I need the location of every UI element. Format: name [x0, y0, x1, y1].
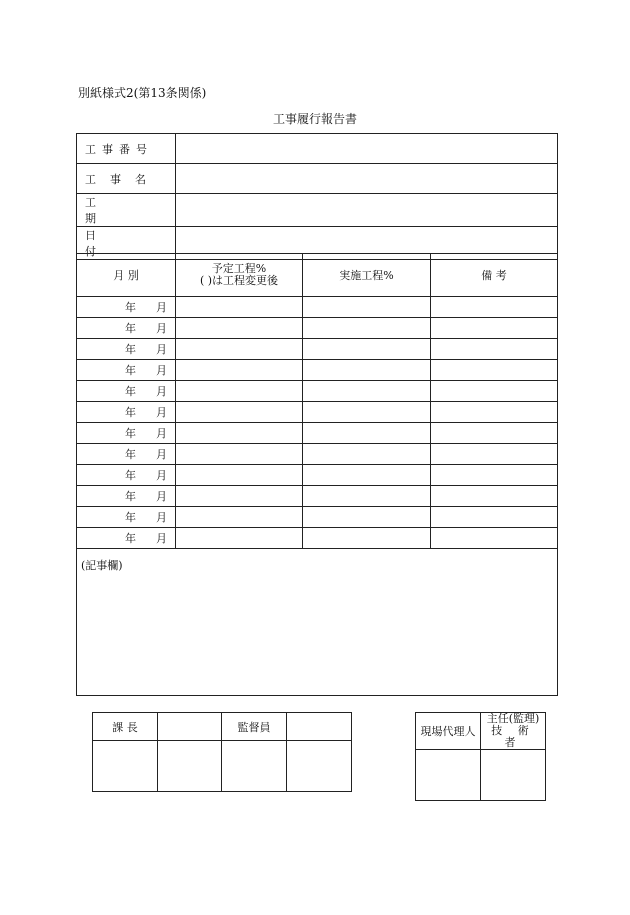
progress-header-row — [77, 254, 558, 297]
progress-actual-cell[interactable] — [303, 381, 431, 402]
progress-actual-cell[interactable] — [303, 402, 431, 423]
progress-planned-cell[interactable] — [176, 360, 303, 381]
year-label: 年 — [125, 322, 136, 335]
progress-row — [77, 507, 558, 528]
progress-planned-cell[interactable] — [176, 318, 303, 339]
progress-row — [77, 381, 558, 402]
month-label: 月 — [156, 469, 167, 482]
progress-actual-cell[interactable] — [303, 339, 431, 360]
month-label: 月 — [156, 385, 167, 398]
header-month: 月 別 — [77, 254, 176, 297]
section-chief-label: 課 長 — [93, 713, 158, 741]
approval-seal-1[interactable] — [93, 741, 158, 792]
field-label-work-name: 工事名 — [77, 164, 176, 194]
progress-remarks-cell[interactable] — [431, 402, 558, 423]
progress-planned-cell[interactable] — [176, 297, 303, 318]
field-label-period: 工期 — [77, 194, 176, 227]
progress-month-cell[interactable] — [77, 444, 176, 465]
progress-planned-cell[interactable] — [176, 507, 303, 528]
progress-row — [77, 423, 558, 444]
progress-actual-cell[interactable] — [303, 360, 431, 381]
progress-planned-cell[interactable] — [176, 423, 303, 444]
progress-remarks-cell[interactable] — [431, 507, 558, 528]
progress-actual-cell[interactable] — [303, 528, 431, 549]
progress-planned-cell[interactable] — [176, 486, 303, 507]
header-actual: 実施工程% — [303, 254, 431, 297]
header-planned — [176, 254, 303, 297]
year-label: 年 — [125, 490, 136, 503]
month-label: 月 — [156, 364, 167, 377]
year-label: 年 — [125, 385, 136, 398]
notes-area[interactable] — [77, 549, 558, 696]
year-label: 年 — [125, 364, 136, 377]
field-row-period — [77, 194, 558, 227]
document-title: 工事履行報告書 — [272, 112, 357, 126]
section-chief-seal[interactable] — [158, 713, 222, 741]
report-table — [76, 133, 558, 260]
progress-row — [77, 339, 558, 360]
progress-month-cell[interactable] — [77, 423, 176, 444]
progress-row — [77, 486, 558, 507]
progress-table — [76, 253, 558, 696]
approval-seal-4[interactable] — [287, 741, 352, 792]
field-row-work-name — [77, 164, 558, 194]
progress-actual-cell[interactable] — [303, 318, 431, 339]
field-value-period[interactable] — [176, 194, 558, 227]
month-label: 月 — [156, 406, 167, 419]
notes-row — [77, 549, 558, 696]
progress-row — [77, 465, 558, 486]
field-label-date: 日付 — [77, 227, 176, 260]
chief-engineer-label — [481, 713, 546, 750]
chief-engineer-line2: 技 術 者 — [491, 724, 535, 749]
progress-row — [77, 402, 558, 423]
progress-actual-cell[interactable] — [303, 486, 431, 507]
site-agent-seal[interactable] — [416, 750, 481, 801]
progress-month-cell[interactable] — [77, 381, 176, 402]
progress-month-cell[interactable] — [77, 402, 176, 423]
progress-month-cell[interactable] — [77, 360, 176, 381]
header-remarks: 備 考 — [431, 254, 558, 297]
month-label: 月 — [156, 427, 167, 440]
month-label: 月 — [156, 511, 167, 524]
progress-row — [77, 360, 558, 381]
form-reference: 別紙様式2(第13条関係) — [78, 86, 207, 100]
progress-month-cell[interactable] — [77, 297, 176, 318]
field-row-work-number — [77, 134, 558, 164]
progress-month-cell[interactable] — [77, 507, 176, 528]
field-label-work-number: 工事番号 — [77, 134, 176, 164]
site-agent-label: 現場代理人 — [416, 713, 481, 750]
progress-remarks-cell[interactable] — [431, 318, 558, 339]
year-label: 年 — [125, 511, 136, 524]
progress-planned-cell[interactable] — [176, 444, 303, 465]
progress-remarks-cell[interactable] — [431, 297, 558, 318]
progress-month-cell[interactable] — [77, 528, 176, 549]
approval-seal-2[interactable] — [158, 741, 222, 792]
field-value-work-number[interactable] — [176, 134, 558, 164]
progress-row — [77, 444, 558, 465]
progress-planned-cell[interactable] — [176, 339, 303, 360]
progress-actual-cell[interactable] — [303, 297, 431, 318]
year-label: 年 — [125, 448, 136, 461]
progress-row — [77, 318, 558, 339]
field-value-work-name[interactable] — [176, 164, 558, 194]
approval-seal-3[interactable] — [222, 741, 287, 792]
progress-remarks-cell[interactable] — [431, 444, 558, 465]
progress-row — [77, 297, 558, 318]
progress-remarks-cell[interactable] — [431, 486, 558, 507]
year-label: 年 — [125, 532, 136, 545]
progress-remarks-cell[interactable] — [431, 339, 558, 360]
progress-remarks-cell[interactable] — [431, 528, 558, 549]
progress-month-cell[interactable] — [77, 486, 176, 507]
progress-planned-cell[interactable] — [176, 402, 303, 423]
month-label: 月 — [156, 490, 167, 503]
progress-planned-cell[interactable] — [176, 465, 303, 486]
progress-actual-cell[interactable] — [303, 423, 431, 444]
month-label: 月 — [156, 343, 167, 356]
progress-month-cell[interactable] — [77, 318, 176, 339]
progress-month-cell[interactable] — [77, 465, 176, 486]
year-label: 年 — [125, 343, 136, 356]
month-label: 月 — [156, 301, 167, 314]
chief-engineer-seal[interactable] — [481, 750, 546, 801]
year-label: 年 — [125, 427, 136, 440]
year-label: 年 — [125, 301, 136, 314]
supervisor-seal[interactable] — [287, 713, 352, 741]
supervisor-label: 監督員 — [222, 713, 287, 741]
month-label: 月 — [156, 322, 167, 335]
agent-table — [415, 712, 546, 801]
month-label: 月 — [156, 448, 167, 461]
progress-remarks-cell[interactable] — [431, 465, 558, 486]
header-planned-line2: ( )は工程変更後 — [199, 274, 279, 287]
approval-table — [92, 712, 352, 792]
progress-planned-cell[interactable] — [176, 528, 303, 549]
progress-remarks-cell[interactable] — [431, 381, 558, 402]
progress-actual-cell[interactable] — [303, 465, 431, 486]
progress-row — [77, 528, 558, 549]
notes-label: (記事欄) — [81, 559, 123, 572]
year-label: 年 — [125, 406, 136, 419]
progress-remarks-cell[interactable] — [431, 423, 558, 444]
progress-actual-cell[interactable] — [303, 507, 431, 528]
month-label: 月 — [156, 532, 167, 545]
chief-engineer-line1: 主任(監理) — [486, 712, 540, 725]
header-planned-line1: 予定工程% — [211, 262, 267, 275]
progress-actual-cell[interactable] — [303, 444, 431, 465]
progress-planned-cell[interactable] — [176, 381, 303, 402]
progress-remarks-cell[interactable] — [431, 360, 558, 381]
year-label: 年 — [125, 469, 136, 482]
progress-month-cell[interactable] — [77, 339, 176, 360]
